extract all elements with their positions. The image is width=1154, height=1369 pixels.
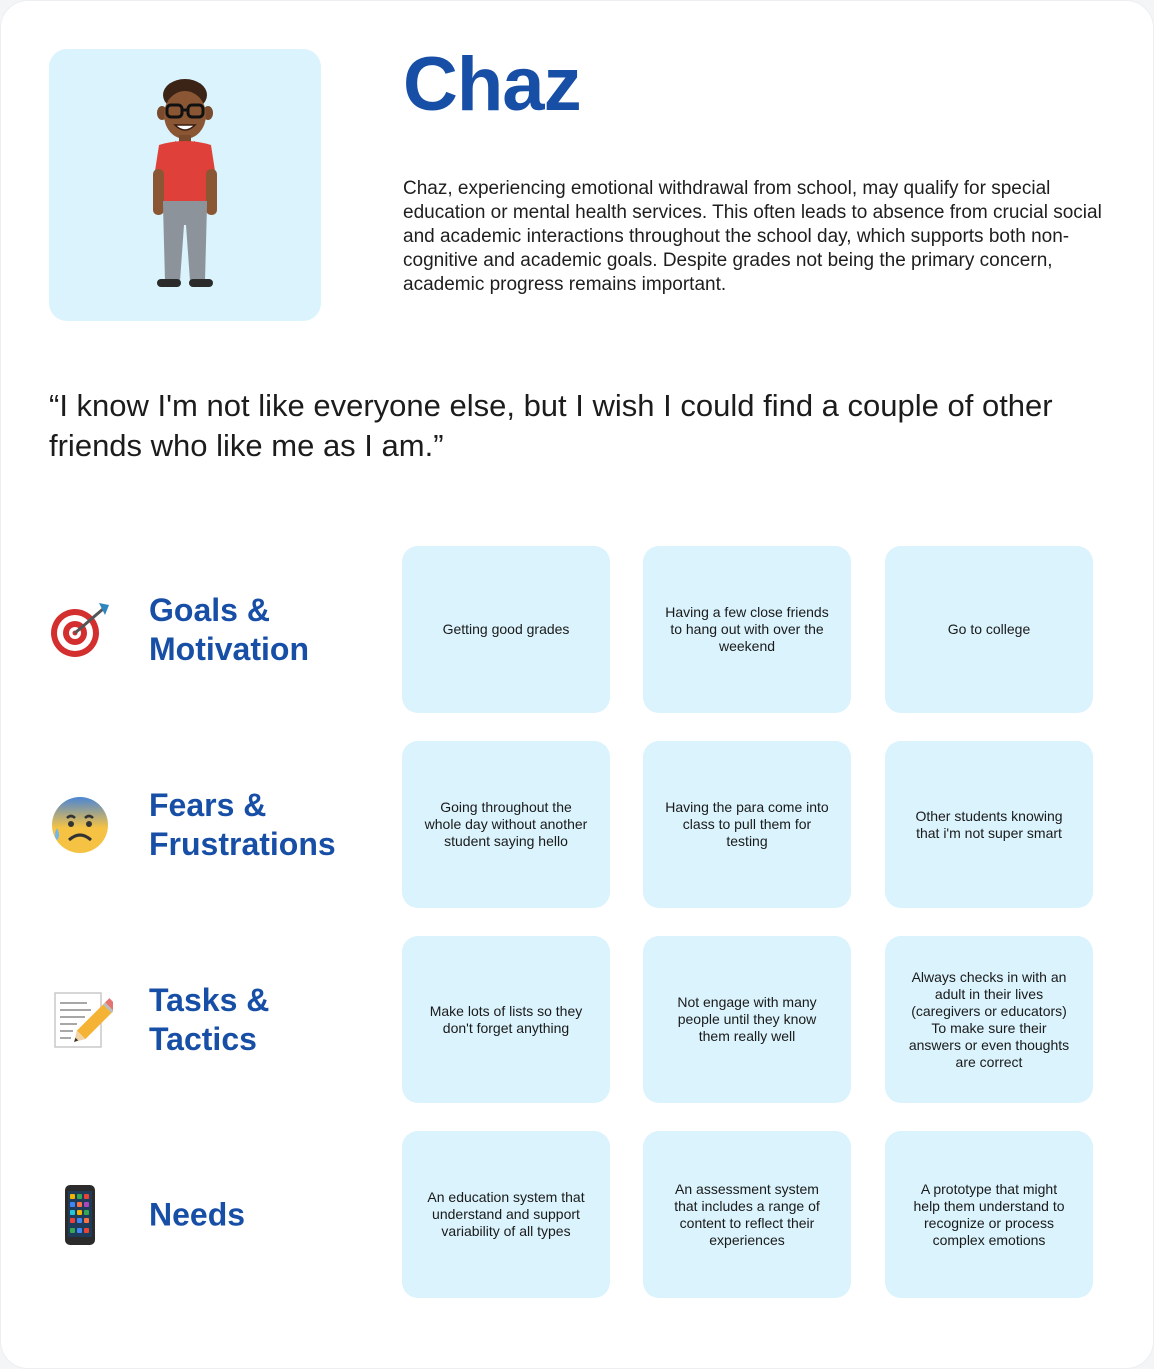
fear-card: Having the para come into class to pull them for testing bbox=[643, 741, 851, 908]
need-card: An assessment system that includes a range of content to reflect their experiences bbox=[643, 1131, 851, 1298]
section-goals-motivation bbox=[1, 546, 1154, 713]
fear-card: Other students knowing that i'm not super smart bbox=[885, 741, 1093, 908]
section-title: Fears & Frustrations bbox=[149, 786, 336, 862]
fear-card: Going throughout the whole day without another student saying hello bbox=[402, 741, 610, 908]
section-title: Tasks & Tactics bbox=[149, 981, 270, 1057]
mobile-phone-icon bbox=[47, 1182, 113, 1248]
need-card: An education system that understand and support variability of all types bbox=[402, 1131, 610, 1298]
persona-name: Chaz bbox=[403, 42, 581, 127]
persona-description: Chaz, experiencing emotional withdrawal from school, may qualify for special education or mental health services. This often leads to absence from crucial social and academic interactions throughout the school day, which supports both non-cognitive and academic goals. Despite grades not being the primary concern, academic progress remains important. bbox=[403, 178, 1102, 295]
goal-card: Having a few close friends to hang out with over the weekend bbox=[643, 546, 851, 713]
standing-boy-avatar-icon bbox=[145, 75, 225, 295]
task-card: Make lots of lists so they don't forget anything bbox=[402, 936, 610, 1103]
anxious-face-icon bbox=[47, 792, 113, 858]
goal-card: Getting good grades bbox=[402, 546, 610, 713]
goal-card: Go to college bbox=[885, 546, 1093, 713]
task-card: Not engage with many people until they know them really well bbox=[643, 936, 851, 1103]
persona-quote: “I know I'm not like everyone else, but I wish I could find a couple of other friends who like me as I am.” bbox=[49, 388, 1053, 463]
section-title: Needs bbox=[149, 1196, 246, 1232]
memo-pencil-icon bbox=[47, 987, 113, 1053]
section-tasks-tactics bbox=[1, 936, 1154, 1103]
task-card: Always checks in with an adult in their lives (caregivers or educators) To make sure their answers or even thoughts are correct bbox=[885, 936, 1093, 1103]
need-card: A prototype that might help them understand to recognize or process complex emotions bbox=[885, 1131, 1093, 1298]
avatar bbox=[49, 49, 321, 321]
section-fears-frustrations bbox=[1, 741, 1154, 908]
section-needs bbox=[1, 1131, 1154, 1298]
target-dart-icon bbox=[47, 597, 113, 663]
section-title: Goals & Motivation bbox=[149, 591, 309, 667]
